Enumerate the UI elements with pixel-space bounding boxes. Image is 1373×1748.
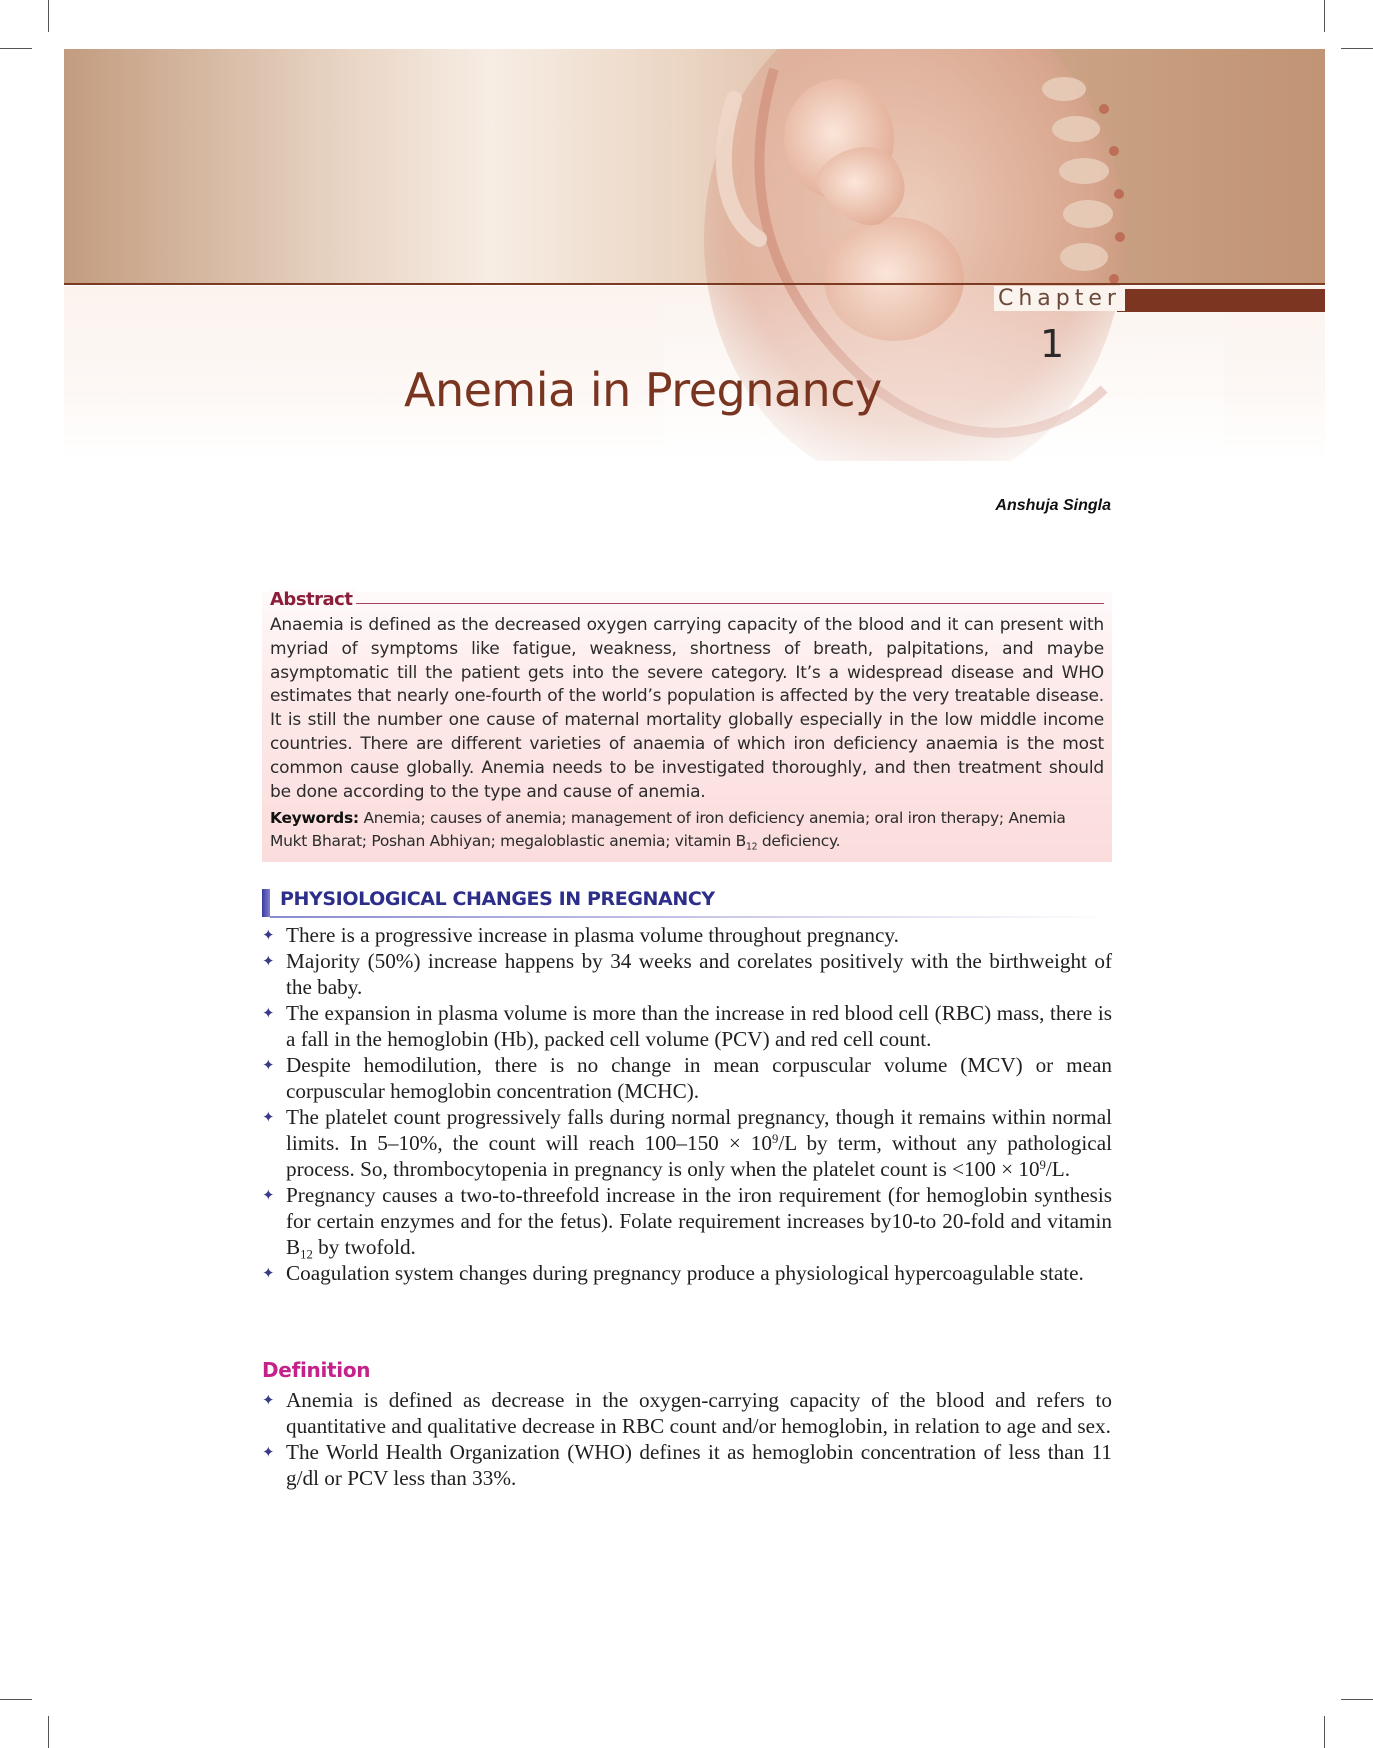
banner-divider-overlay	[64, 283, 1325, 285]
keywords-end: deficiency.	[761, 832, 841, 850]
bullet-icon: ✦	[262, 1264, 275, 1282]
list-item-text: The expansion in plasma volume is more than the increase in red blood cell (RBC) mass, there is a fall in the hemoglobin (Hb), packed cell volume (PCV) and red cell count.	[286, 1001, 1112, 1051]
list-item-text: /L by term, without any pathological process. So, thrombocytopenia in pregnancy is only when the platelet count is <100 × 10	[286, 1131, 1112, 1181]
bullet-icon: ✦	[262, 1443, 275, 1461]
list-item	[262, 1387, 1112, 1439]
bullet-icon: ✦	[262, 1391, 275, 1409]
chapter-title: Anemia in Pregnancy	[404, 363, 882, 417]
crop-mark	[1324, 0, 1325, 32]
section-rule	[270, 916, 1112, 918]
list-item-text: Pregnancy causes a two-to-threefold increase in the iron requirement (for hemoglobin synthesis for certain enzymes and for the fetus). Folate requirement increases by10-to 20-fold and vitamin B	[286, 1183, 1112, 1259]
list-item-text: There is a progressive increase in plasma volume throughout pregnancy.	[286, 923, 899, 947]
crop-mark	[0, 48, 32, 49]
keywords-label: Keywords:	[270, 809, 359, 827]
abstract-text: Anaemia is defined as the decreased oxygen carrying capacity of the blood and it can present with myriad of symptoms like fatigue, weakness, shortness of breath, palpitations, and maybe asymptomatic till the patient gets into the severe category. It’s a widespread disease and WHO estimates that nearly one-fourth of the world’s population is affected by the very treatable disease. It is still the number one cause of maternal mortality globally especially in the low middle income countries. There are different varieties of anaemia of which iron deficiency anaemia is the most common cause globally. Anemia needs to be investigated thoroughly, and then treatment should be done according to the type and cause of anemia.	[270, 615, 1104, 802]
list-item-text: Majority (50%) increase happens by 34 weeks and corelates positively with the birthweight of the baby.	[286, 949, 1112, 999]
definition-list	[262, 1387, 1112, 1491]
list-item-text: The platelet count progressively falls during normal pregnancy, though it remains within normal limits. In 5–10%, the count will reach 100–150 × 10	[286, 1105, 1112, 1155]
crop-mark	[48, 0, 49, 32]
chapter-number: 1	[1040, 322, 1065, 366]
list-item	[262, 1260, 1112, 1286]
keywords-text: Anemia; causes of anemia; management of iron deficiency anemia; oral iron therapy; Anemia Mukt Bharat; Poshan Abhiyan; megaloblastic anemia; vitamin B	[270, 809, 1066, 850]
list-item-text: by twofold.	[312, 1235, 416, 1259]
list-item-text: /L.	[1045, 1157, 1071, 1181]
keywords	[270, 807, 1104, 853]
bullet-icon: ✦	[262, 1004, 275, 1022]
definition-heading: Definition	[262, 1358, 371, 1382]
author-name: Anshuja Singla	[995, 497, 1111, 514]
chapter-label: Chapter	[994, 286, 1125, 311]
physiological-changes-list	[262, 922, 1112, 1286]
chapter-bar	[1117, 289, 1325, 312]
bullet-icon: ✦	[262, 1186, 275, 1204]
subscript: 12	[300, 1247, 313, 1262]
bullet-icon: ✦	[262, 952, 275, 970]
abstract-heading: Abstract	[270, 589, 356, 610]
crop-mark	[48, 1716, 49, 1748]
bullet-icon: ✦	[262, 926, 275, 944]
list-item	[262, 1182, 1112, 1260]
crop-mark	[1341, 1699, 1373, 1700]
list-item	[262, 1000, 1112, 1052]
crop-mark	[1324, 1716, 1325, 1748]
section-heading: PHYSIOLOGICAL CHANGES IN PREGNANCY	[280, 888, 715, 910]
list-item	[262, 1052, 1112, 1104]
list-item	[262, 1439, 1112, 1491]
list-item	[262, 948, 1112, 1000]
abstract-rule	[350, 603, 1104, 604]
list-item-text: The World Health Organization (WHO) defines it as hemoglobin concentration of less than 11 g/dl or PCV less than 33%.	[286, 1440, 1112, 1490]
list-item	[262, 1104, 1112, 1182]
bullet-icon: ✦	[262, 1056, 275, 1074]
list-item-text: Anemia is defined as decrease in the oxygen-carrying capacity of the blood and refers to quantitative and qualitative decrease in RBC count and/or hemoglobin, in relation to age and sex.	[286, 1388, 1112, 1438]
section-marker	[262, 889, 270, 917]
list-item	[262, 922, 1112, 948]
list-item-text: Coagulation system changes during pregnancy produce a physiological hypercoagulable state.	[286, 1261, 1084, 1285]
keywords-subscript: 12	[745, 841, 758, 853]
superscript: 9	[772, 1132, 779, 1147]
crop-mark	[0, 1699, 32, 1700]
bullet-icon: ✦	[262, 1108, 275, 1126]
list-item-text: Despite hemodilution, there is no change in mean corpuscular volume (MCV) or mean corpuscular hemoglobin concentration (MCHC).	[286, 1053, 1112, 1103]
superscript: 9	[1039, 1158, 1046, 1173]
crop-mark	[1341, 48, 1373, 49]
